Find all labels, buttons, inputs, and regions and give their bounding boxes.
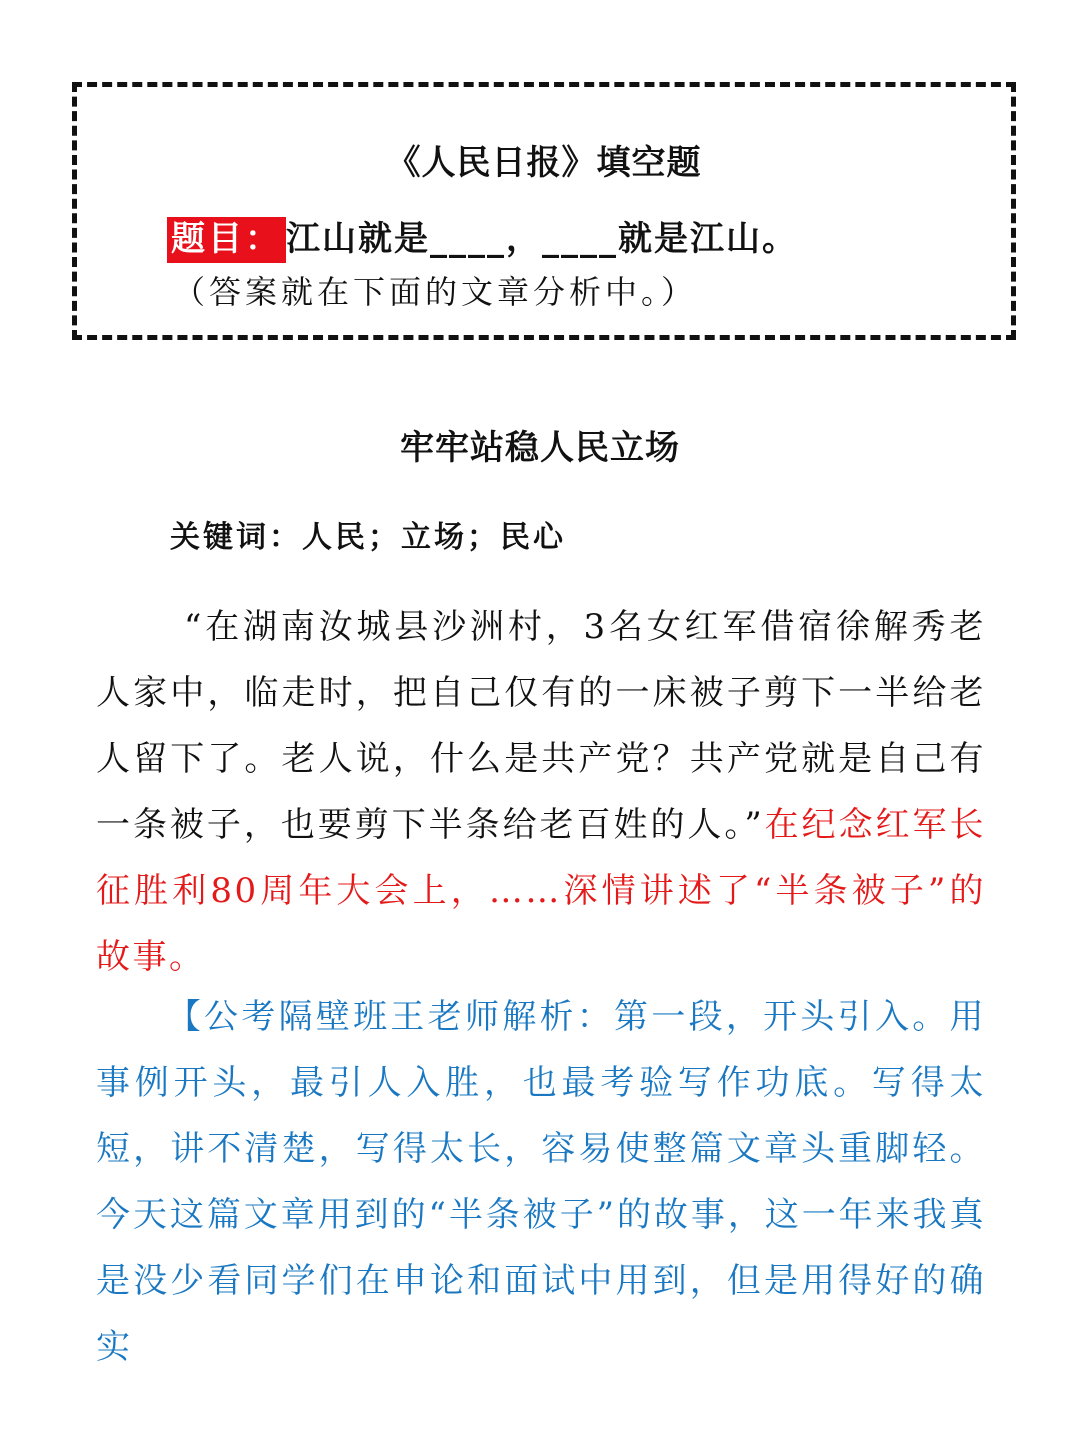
quiz-note: （答案就在下面的文章分析中。）	[173, 273, 698, 311]
keywords: 关键词：人民；立场；民心	[170, 520, 566, 555]
quiz-box	[72, 82, 1016, 340]
article-title: 牢牢站稳人民立场	[400, 428, 680, 468]
paragraph-1-text: “在湖南汝城县沙洲村，3名女红军借宿徐解秀老人家中，临走时，把自己仅有的一床被子剪下一半给老人留下了。老人说，什么是共产党？共产党就是自己有一条被子，也要剪下半条给老百姓的人。”	[96, 607, 986, 845]
quiz-label: 题目：	[167, 217, 286, 263]
paragraph-1	[96, 594, 986, 990]
quiz-question	[167, 211, 798, 260]
paragraph-2-text: 【公考隔壁班王老师解析：第一段，开头引入。用事例开头，最引人入胜，也最考验写作功底。写得太短，讲不清楚，写得太长，容易使整篇文章头重脚轻。今天这篇文章用到的“半条被子”的故事，这一年来我真是没少看同学们在申论和面试中用到，但是用得好的确实	[96, 997, 986, 1367]
paragraph-1-red-text: 在纪念红军长征胜利80周年大会上，……深情讲述了“半条被子”的故事。	[96, 805, 986, 977]
quiz-question-text: 江山就是____，____就是江山。	[286, 219, 798, 259]
quiz-title: 《人民日报》填空题	[386, 143, 702, 183]
paragraph-2-analysis	[96, 984, 986, 1380]
